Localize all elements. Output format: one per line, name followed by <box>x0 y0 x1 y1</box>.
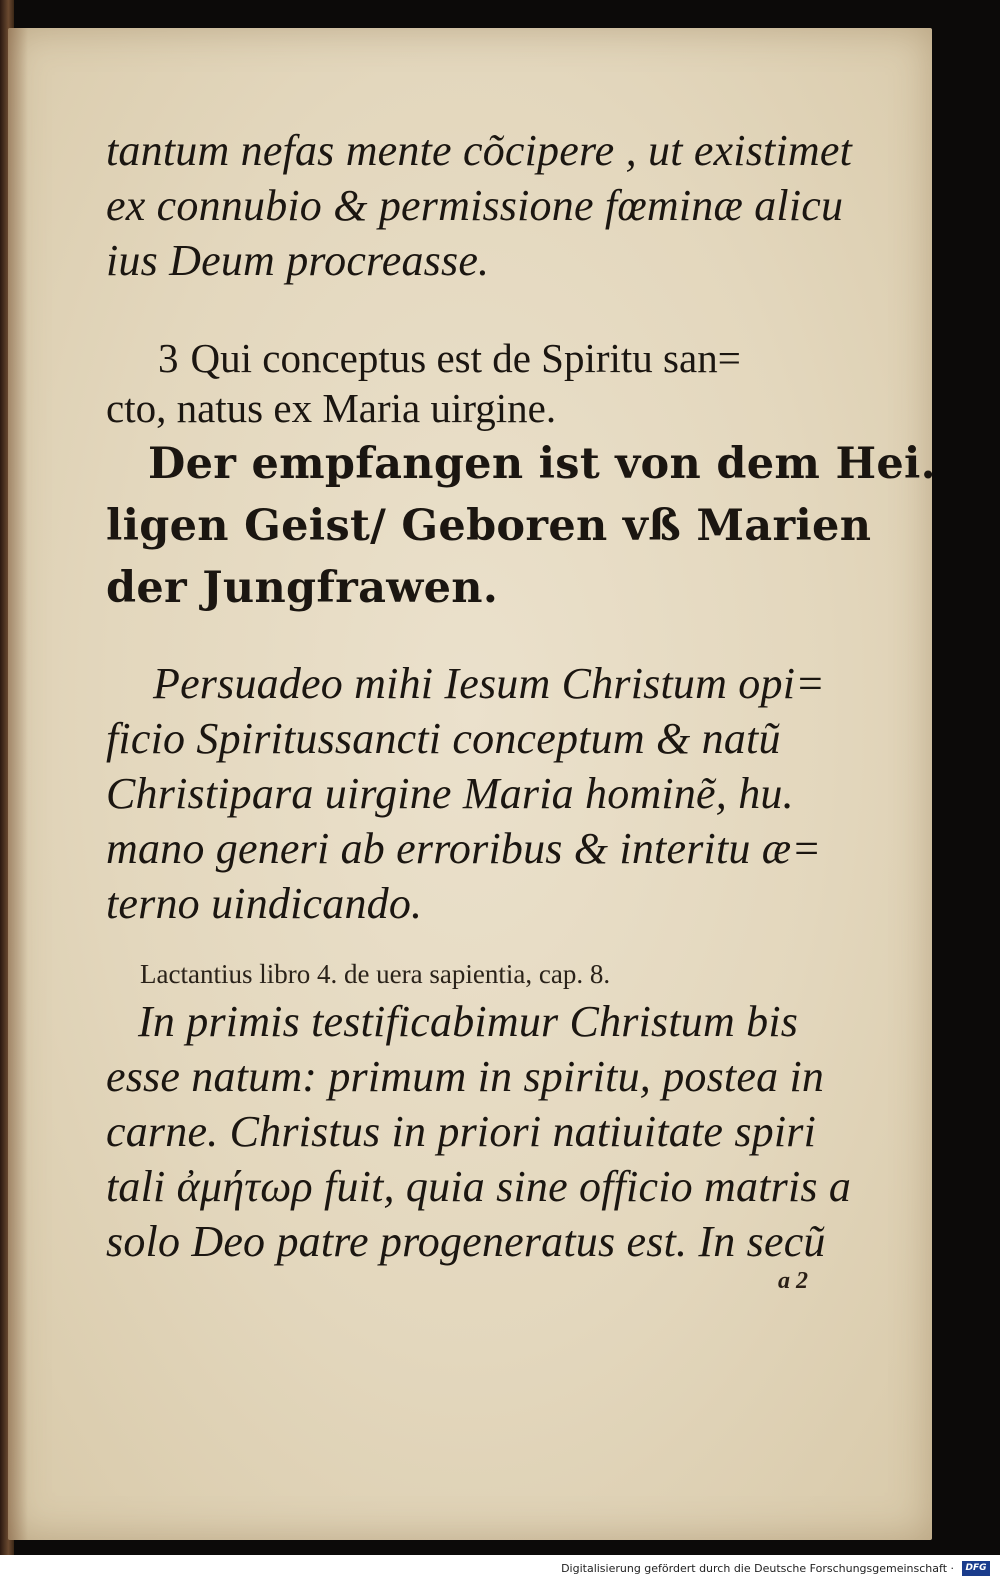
footer-credit: Digitalisierung gefördert durch die Deutsche Forschungsgemeinschaft · <box>561 1562 954 1575</box>
text-line: esse natum: primum in spiritu, postea in <box>106 1052 825 1101</box>
book-page <box>8 28 936 1540</box>
text-line: 3 Qui conceptus est de Spiritu san= <box>158 335 741 381</box>
text-line: mano generi ab erroribus & interitu æ= <box>106 824 822 873</box>
text-line: Persuadeo mihi Iesum Christum opi= <box>153 659 826 708</box>
text-line: ligen Geist/ Geboren vß Marien <box>106 501 872 551</box>
signature-mark: a 2 <box>778 1268 808 1294</box>
text-line: cto, natus ex Maria uirgine. <box>106 385 557 431</box>
text-line: carne. Christus in priori natiuitate spiri <box>106 1107 817 1156</box>
lactantius-first-line <box>138 994 848 1049</box>
text-line: In primis testificabimur Christum bis <box>138 997 799 1046</box>
text-line: ex connubio & permissione fœminæ alicu <box>106 181 844 230</box>
latin-persuadeo-first <box>153 656 853 711</box>
text-line: terno uindicando. <box>106 879 423 928</box>
article-german-continued <box>106 495 872 619</box>
dfg-logo-icon: DFG <box>962 1561 990 1576</box>
article-latin-continued <box>106 383 836 433</box>
text-line: ficio Spiritussancti conceptum & natũ <box>106 714 781 763</box>
text-line: solo Deo patre progeneratus est. In secũ <box>106 1217 826 1266</box>
article-german <box>148 433 936 495</box>
text-line: der Jungfrawen. <box>106 563 499 613</box>
article-latin <box>158 333 848 383</box>
lactantius-paragraph <box>106 1049 852 1269</box>
latin-paragraph-top <box>106 123 853 288</box>
text-line: Der empfangen ist von dem Hei. <box>148 439 936 489</box>
latin-persuadeo-paragraph <box>106 711 836 931</box>
lactantius-citation: Lactantius libro 4. de uera sapientia, cap. 8. <box>140 959 611 989</box>
footer-bar <box>0 1555 1000 1585</box>
text-line: tali ἀμήτωρ fuit, quia sine officio matris a <box>106 1162 852 1211</box>
article-number: 3 <box>158 335 179 381</box>
text-line: ius Deum procreasse. <box>106 236 490 285</box>
text-line: tantum nefas mente cõcipere , ut existimet <box>106 126 853 175</box>
text-line: Christipara uirgine Maria hominẽ, hu. <box>106 769 794 818</box>
